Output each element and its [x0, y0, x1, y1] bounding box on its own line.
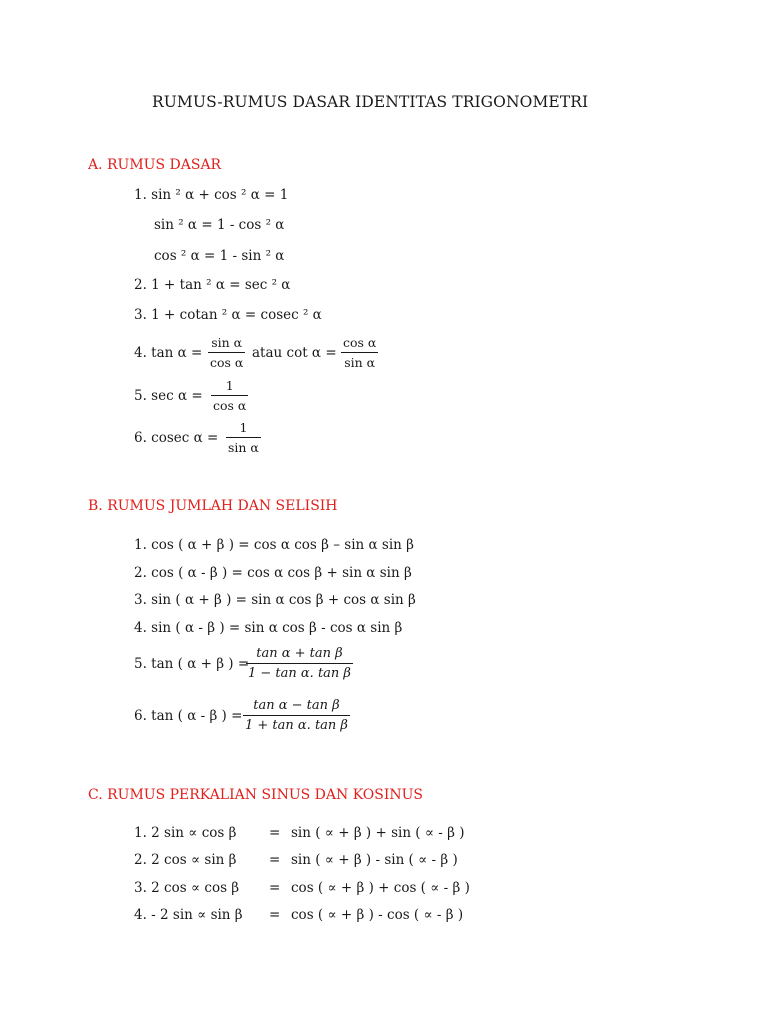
fraction-denominator: cos α: [213, 398, 247, 413]
fraction-tan-difference: [243, 698, 350, 733]
fraction-numerator: tan α + tan β: [246, 646, 353, 664]
section-b-item-2: 2. cos ( α - β ) = cos α cos β + sin α sin β: [134, 565, 412, 581]
fraction-numerator: cos α: [341, 335, 378, 353]
fraction-numerator: tan α − tan β: [243, 698, 350, 716]
section-c-row-2-equals: =: [269, 852, 281, 868]
section-b-item-4: 4. sin ( α - β ) = sin α cos β - cos α sin β: [134, 620, 403, 636]
fraction-one-over-cos: [211, 378, 248, 413]
fraction-one-over-sin: [226, 420, 261, 455]
section-c-row-1-equals: =: [269, 825, 281, 841]
section-a-item-5-prefix: 5. sec α =: [134, 388, 203, 404]
section-b-item-3: 3. sin ( α + β ) = sin α cos β + cos α sin β: [134, 592, 416, 608]
section-b-item-5-prefix: 5. tan ( α + β ) =: [134, 656, 250, 672]
section-c-row-2-lhs: 2. 2 cos ∝ sin β: [134, 852, 237, 868]
section-c-row-3-lhs: 3. 2 cos ∝ cos β: [134, 880, 240, 896]
section-a-item-1: 1. sin ² α + cos ² α = 1: [134, 187, 289, 203]
section-a-item-4-atau: atau cot α =: [252, 345, 337, 361]
section-c-row-3-equals: =: [269, 880, 281, 896]
fraction-denominator: 1 + tan α. tan β: [245, 718, 348, 733]
section-b-heading: B. RUMUS JUMLAH DAN SELISIH: [88, 498, 338, 514]
section-c-row-4-lhs: 4. - 2 sin ∝ sin β: [134, 907, 243, 923]
section-b-item-1: 1. cos ( α + β ) = cos α cos β – sin α sin β: [134, 537, 414, 553]
section-a-item-6-prefix: 6. cosec α =: [134, 430, 219, 446]
fraction-denominator: cos α: [210, 355, 244, 370]
section-a-item-1b: sin ² α = 1 - cos ² α: [154, 217, 285, 233]
fraction-denominator: sin α: [344, 355, 376, 370]
fraction-denominator: 1 − tan α. tan β: [248, 666, 351, 681]
section-c-heading: C. RUMUS PERKALIAN SINUS DAN KOSINUS: [88, 787, 424, 803]
section-a-item-3: 3. 1 + cotan ² α = cosec ² α: [134, 307, 322, 323]
fraction-numerator: sin α: [208, 335, 245, 353]
fraction-numerator: 1: [211, 378, 248, 396]
fraction-numerator: 1: [226, 420, 261, 438]
fraction-tan-sum: [246, 646, 353, 681]
section-a-item-2: 2. 1 + tan ² α = sec ² α: [134, 277, 291, 293]
section-a-item-1c: cos ² α = 1 - sin ² α: [154, 248, 285, 264]
section-c-row-4-equals: =: [269, 907, 281, 923]
fraction-denominator: sin α: [228, 440, 259, 455]
fraction-cos-over-sin: [341, 335, 378, 370]
section-c-row-3-rhs: cos ( ∝ + β ) + cos ( ∝ - β ): [291, 880, 470, 896]
section-c-row-1-lhs: 1. 2 sin ∝ cos β: [134, 825, 237, 841]
section-a-item-4-prefix: 4. tan α =: [134, 345, 203, 361]
fraction-sin-over-cos: [208, 335, 245, 370]
page-title: RUMUS-RUMUS DASAR IDENTITAS TRIGONOMETRI: [152, 93, 589, 111]
section-b-item-6-prefix: 6. tan ( α - β ) =: [134, 708, 243, 724]
section-a-heading: A. RUMUS DASAR: [88, 157, 222, 173]
section-c-row-1-rhs: sin ( ∝ + β ) + sin ( ∝ - β ): [291, 825, 465, 841]
section-c-row-4-rhs: cos ( ∝ + β ) - cos ( ∝ - β ): [291, 907, 464, 923]
section-c-row-2-rhs: sin ( ∝ + β ) - sin ( ∝ - β ): [291, 852, 458, 868]
